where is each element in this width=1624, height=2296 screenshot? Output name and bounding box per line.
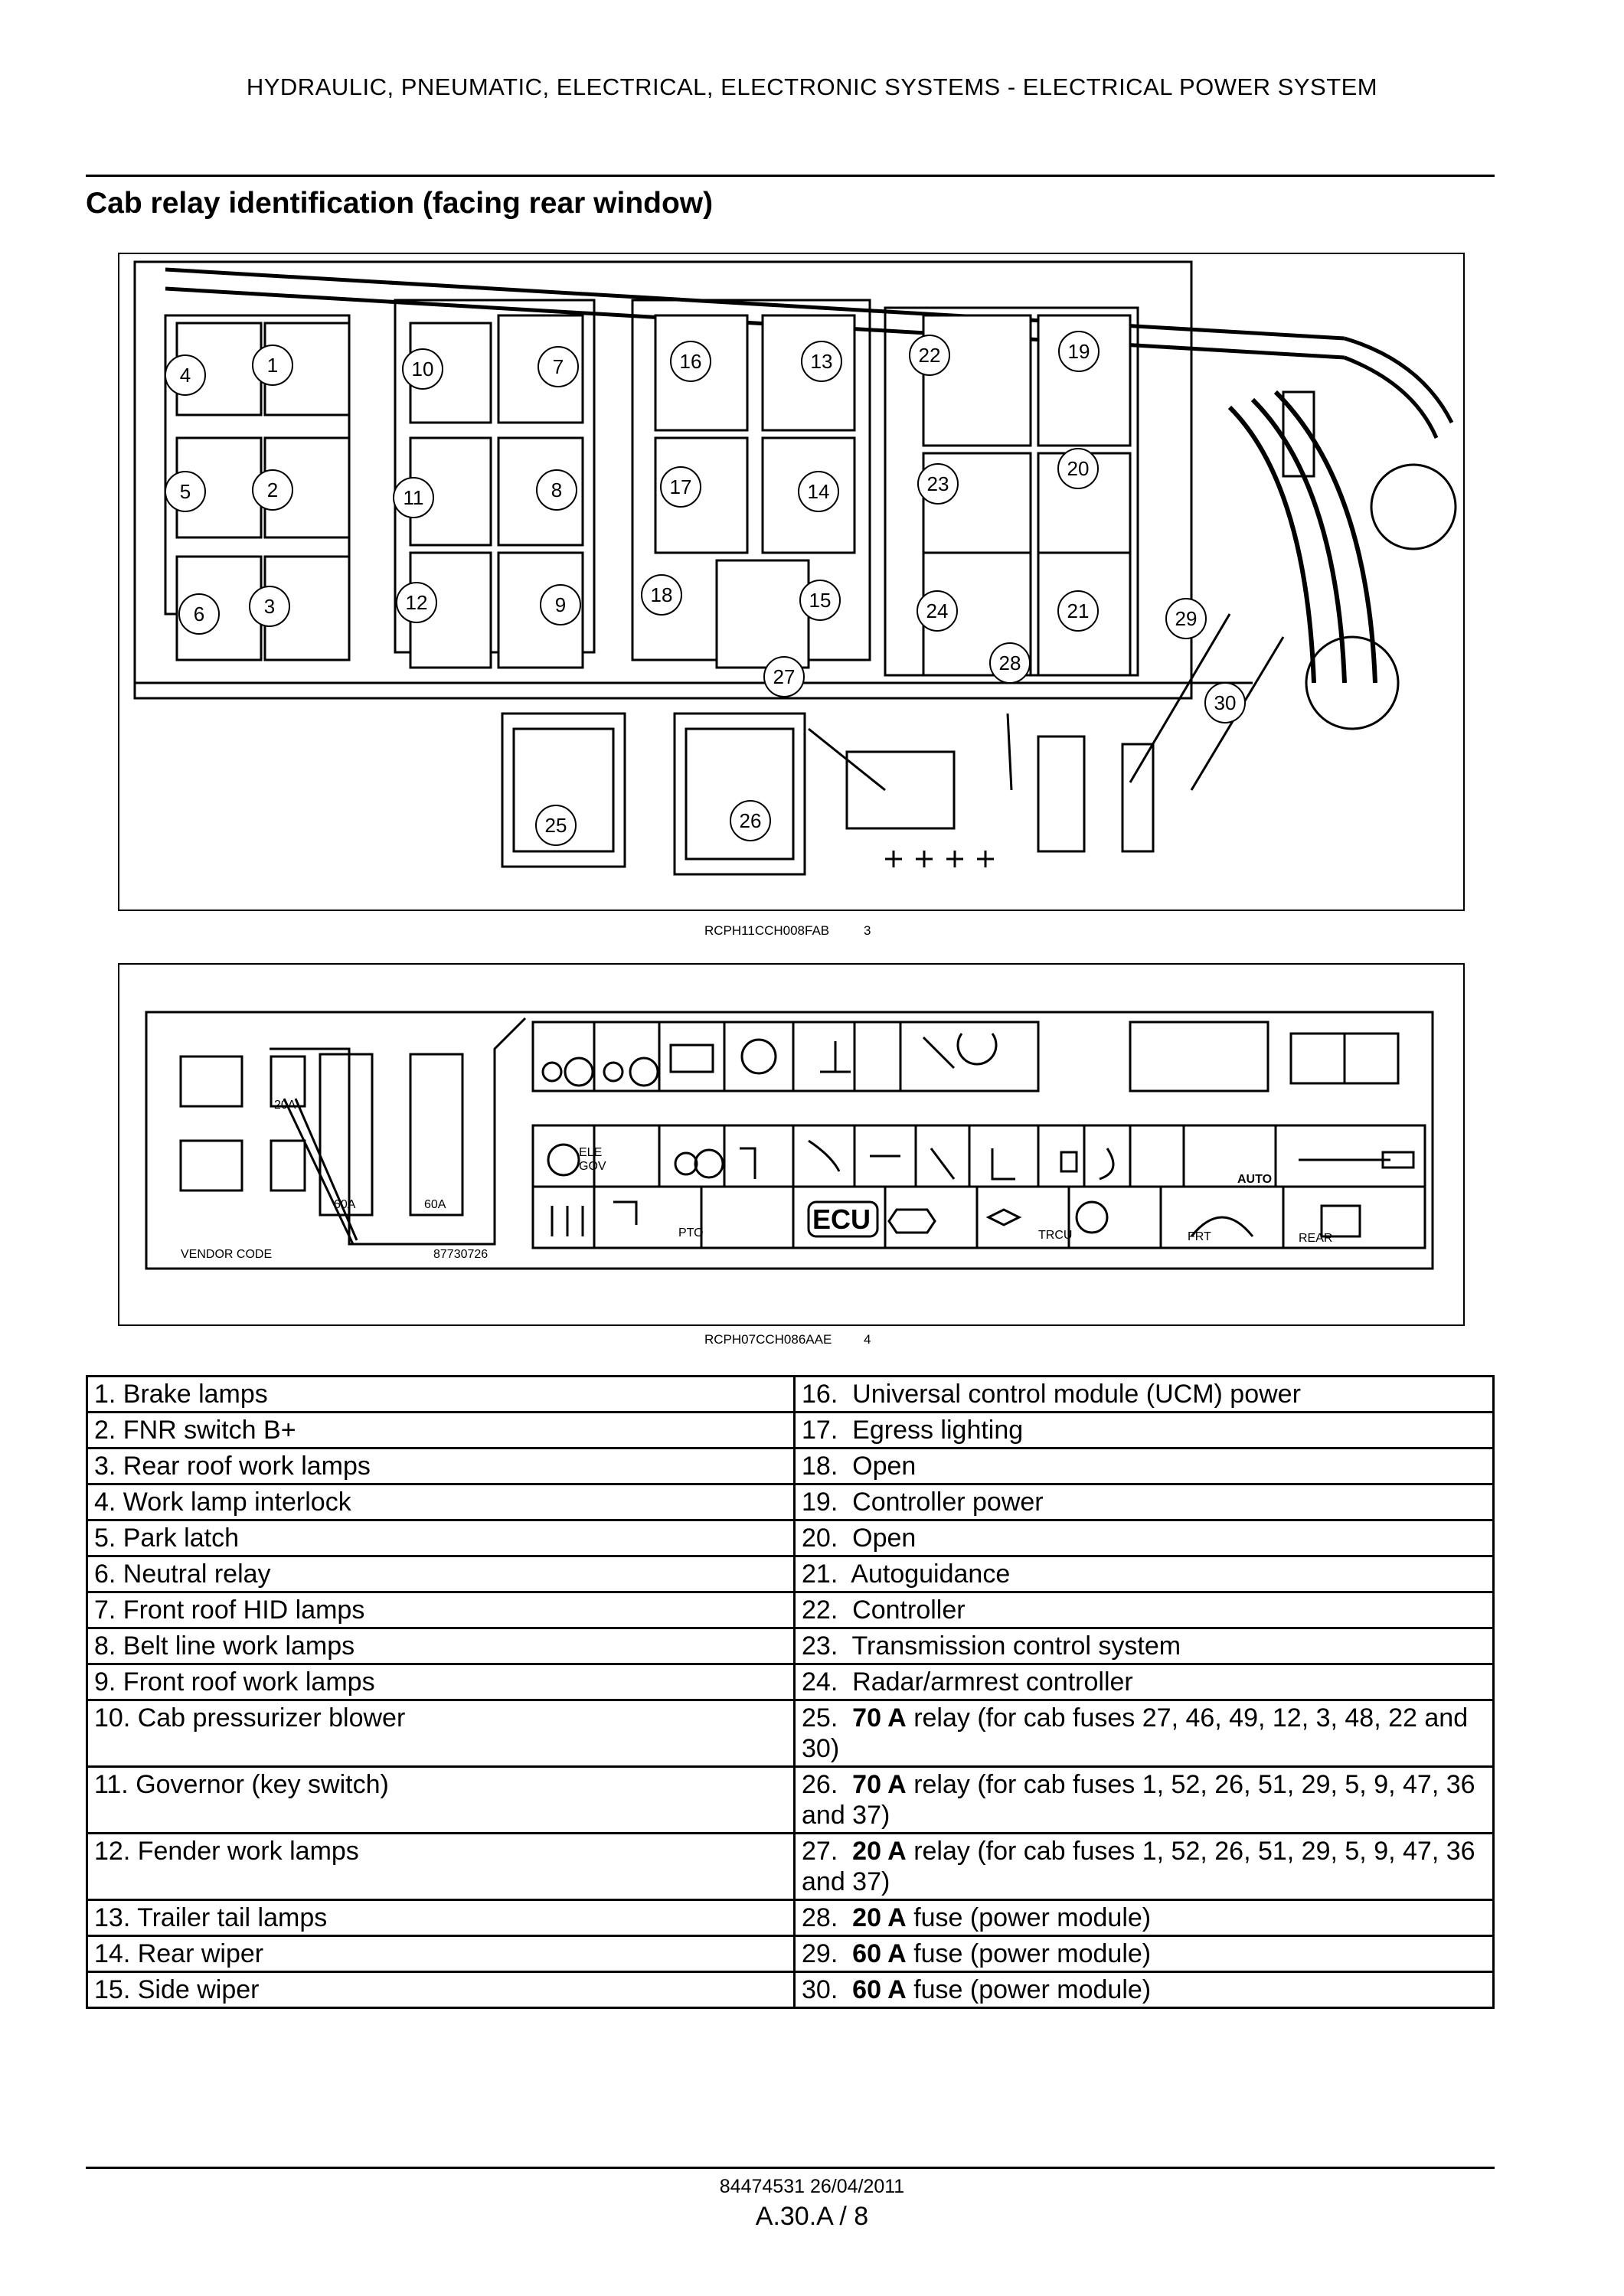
- legend-item-text: Controller: [852, 1595, 966, 1625]
- legend-item-text: Egress lighting: [852, 1416, 1024, 1445]
- callout-26: 26: [739, 809, 762, 832]
- callout-12: 12: [405, 591, 428, 614]
- callout-10: 10: [411, 358, 434, 380]
- decal-auto-label: AUTO: [1237, 1173, 1273, 1186]
- legend-item-number: 30.: [802, 1975, 838, 2004]
- callout-18: 18: [650, 583, 673, 606]
- figure-1-number: 3: [864, 923, 871, 938]
- legend-item-number: 20.: [802, 1524, 838, 1553]
- table-row: [87, 1413, 1494, 1448]
- legend-item-rating: 20 A: [852, 1837, 907, 1866]
- legend-item-right: [795, 1700, 1494, 1767]
- legend-item-text: relay (for cab fuses 1, 52, 26, 51, 29, 5, 9, 47, 36 and 37): [802, 1837, 1475, 1896]
- table-row: [87, 1377, 1494, 1413]
- callout-28: 28: [998, 652, 1021, 674]
- legend-item-text: fuse (power module): [913, 1975, 1152, 2004]
- callout-23: 23: [926, 472, 949, 495]
- figure-2-number: 4: [864, 1332, 871, 1347]
- table-row: [87, 1484, 1494, 1520]
- figure-2-caption: RCPH07CCH086AAE: [704, 1332, 832, 1347]
- legend-item-left: 4. Work lamp interlock: [87, 1484, 795, 1520]
- callout-20: 20: [1067, 457, 1090, 480]
- legend-item-number: 29.: [802, 1939, 838, 1968]
- legend-item-left: 10. Cab pressurizer blower: [87, 1700, 795, 1767]
- table-row: [87, 1936, 1494, 1972]
- table-row: [87, 1900, 1494, 1936]
- callout-16: 16: [679, 350, 702, 373]
- callout-19: 19: [1067, 340, 1090, 363]
- legend-item-left: 12. Fender work lamps: [87, 1834, 795, 1900]
- callout-2: 2: [266, 478, 279, 501]
- legend-item-left: 6. Neutral relay: [87, 1556, 795, 1592]
- callout-1: 1: [266, 354, 279, 377]
- table-row: [87, 1664, 1494, 1700]
- legend-item-text: Transmission control system: [851, 1631, 1181, 1661]
- decal-60a-label-2: 60A: [424, 1198, 446, 1211]
- legend-item-left: 7. Front roof HID lamps: [87, 1592, 795, 1628]
- table-row: [87, 1834, 1494, 1900]
- decal-60a-label-1: 60A: [334, 1198, 356, 1211]
- legend-item-text: fuse (power module): [913, 1939, 1152, 1968]
- decal-ele-label: ELE: [579, 1146, 603, 1159]
- figure-1-caption: RCPH11CCH008FAB: [704, 923, 830, 938]
- legend-item-right: [795, 1520, 1494, 1556]
- legend-item-right: [795, 1767, 1494, 1834]
- legend-item-rating: 20 A: [852, 1903, 907, 1932]
- legend-item-text: Universal control module (UCM) power: [852, 1380, 1301, 1409]
- table-row: [87, 1520, 1494, 1556]
- legend-item-number: 28.: [802, 1903, 838, 1932]
- legend-item-right: [795, 1628, 1494, 1664]
- legend-item-number: 16.: [802, 1380, 838, 1409]
- relay-legend-table: [86, 1375, 1495, 2009]
- legend-item-right: [795, 1448, 1494, 1484]
- legend-item-left: 15. Side wiper: [87, 1972, 795, 2008]
- legend-item-rating: 60 A: [852, 1975, 907, 2004]
- decal-part-number: 87730726: [433, 1248, 489, 1261]
- legend-item-number: 24.: [802, 1667, 838, 1697]
- legend-item-right: [795, 1413, 1494, 1448]
- legend-item-text: Radar/armrest controller: [852, 1667, 1133, 1697]
- legend-item-right: [795, 1834, 1494, 1900]
- legend-item-number: 25.: [802, 1703, 838, 1733]
- legend-item-text: relay (for cab fuses 1, 52, 26, 51, 29, 5, 9, 47, 36 and 37): [802, 1770, 1475, 1830]
- legend-item-right: [795, 1377, 1494, 1413]
- header-rule: [86, 175, 1495, 177]
- callout-15: 15: [809, 589, 832, 612]
- table-row: [87, 1767, 1494, 1834]
- callout-9: 9: [554, 593, 567, 616]
- legend-item-right: [795, 1936, 1494, 1972]
- callout-11: 11: [403, 486, 424, 509]
- legend-item-text: Autoguidance: [851, 1560, 1011, 1589]
- table-row: [87, 1448, 1494, 1484]
- table-row: [87, 1556, 1494, 1592]
- decal-frt-label: FRT: [1188, 1230, 1211, 1243]
- callout-27: 27: [773, 665, 796, 688]
- decal-vendor-code: VENDOR CODE: [181, 1248, 273, 1261]
- callout-3: 3: [263, 595, 276, 618]
- legend-item-number: 18.: [802, 1452, 838, 1481]
- page-header: HYDRAULIC, PNEUMATIC, ELECTRICAL, ELECTRONIC SYSTEMS - ELECTRICAL POWER SYSTEM: [246, 73, 1378, 100]
- legend-item-number: 19.: [802, 1488, 838, 1517]
- callout-14: 14: [807, 480, 830, 503]
- footer-rule: [86, 2167, 1495, 2169]
- legend-item-right: [795, 1556, 1494, 1592]
- legend-item-rating: 70 A: [852, 1770, 907, 1799]
- legend-item-number: 26.: [802, 1770, 838, 1799]
- callout-5: 5: [179, 480, 191, 503]
- legend-item-left: 3. Rear roof work lamps: [87, 1448, 795, 1484]
- decal-rear-label: REAR: [1299, 1232, 1333, 1245]
- table-row: [87, 1628, 1494, 1664]
- decal-ecu-label: ECU: [812, 1204, 871, 1235]
- callout-6: 6: [193, 603, 205, 625]
- relay-panel-figure: [118, 253, 1465, 911]
- legend-item-right: [795, 1592, 1494, 1628]
- legend-item-number: 27.: [802, 1837, 838, 1866]
- legend-item-number: 21.: [802, 1560, 838, 1589]
- legend-item-number: 17.: [802, 1416, 838, 1445]
- decal-20a-label: 20A: [274, 1099, 296, 1112]
- callout-4: 4: [179, 364, 191, 387]
- callout-17: 17: [669, 475, 692, 498]
- relay-decal-figure: [118, 963, 1465, 1326]
- table-row: [87, 1700, 1494, 1767]
- legend-item-right: [795, 1664, 1494, 1700]
- decal-trcu-label: TRCU: [1038, 1229, 1073, 1242]
- decal-gov-label: GOV: [579, 1160, 606, 1173]
- callout-24: 24: [926, 599, 949, 622]
- table-row: [87, 1592, 1494, 1628]
- legend-item-right: [795, 1900, 1494, 1936]
- legend-item-text: relay (for cab fuses 27, 46, 49, 12, 3, 48, 22 and 30): [802, 1703, 1469, 1763]
- callout-25: 25: [544, 814, 567, 837]
- legend-item-left: 8. Belt line work lamps: [87, 1628, 795, 1664]
- legend-item-number: 23.: [802, 1631, 838, 1661]
- callout-13: 13: [810, 350, 833, 373]
- legend-item-left: 11. Governor (key switch): [87, 1767, 795, 1834]
- legend-item-text: fuse (power module): [913, 1903, 1152, 1932]
- callout-22: 22: [918, 344, 941, 367]
- legend-item-left: 9. Front roof work lamps: [87, 1664, 795, 1700]
- legend-item-left: 2. FNR switch B+: [87, 1413, 795, 1448]
- page-number: A.30.A / 8: [755, 2202, 869, 2231]
- callout-8: 8: [551, 478, 563, 501]
- legend-item-left: 5. Park latch: [87, 1520, 795, 1556]
- callout-30: 30: [1214, 691, 1237, 714]
- legend-item-rating: 70 A: [852, 1703, 907, 1733]
- legend-item-text: Open: [852, 1452, 917, 1481]
- decal-pto-label: PTO: [678, 1226, 704, 1239]
- legend-item-right: [795, 1484, 1494, 1520]
- legend-item-left: 13. Trailer tail lamps: [87, 1900, 795, 1936]
- legend-item-text: Open: [852, 1524, 917, 1553]
- document-id: 84474531 26/04/2011: [719, 2176, 905, 2197]
- legend-item-rating: 60 A: [852, 1939, 907, 1968]
- table-row: [87, 1972, 1494, 2008]
- legend-item-text: Controller power: [852, 1488, 1044, 1517]
- legend-item-right: [795, 1972, 1494, 2008]
- section-title: Cab relay identification (facing rear window): [86, 187, 714, 220]
- callout-7: 7: [552, 355, 564, 378]
- legend-item-left: 14. Rear wiper: [87, 1936, 795, 1972]
- callout-29: 29: [1175, 607, 1198, 630]
- callout-21: 21: [1067, 599, 1090, 622]
- legend-item-left: 1. Brake lamps: [87, 1377, 795, 1413]
- legend-item-number: 22.: [802, 1595, 838, 1625]
